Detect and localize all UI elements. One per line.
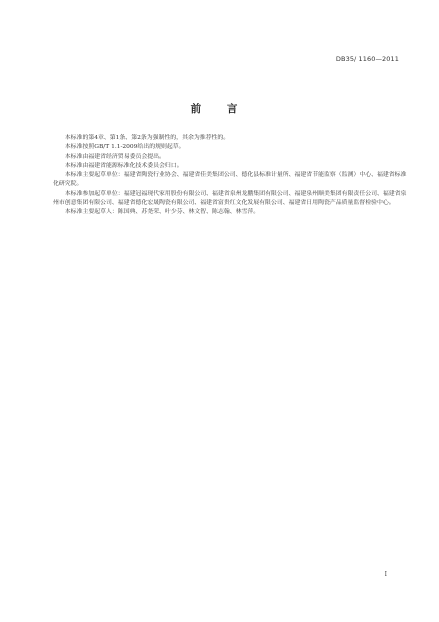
paragraph-main-drafting-units: 本标准主要起草单位：福建省陶瓷行业协会、福建省佳美集团公司、德化县标准计量所、福建省节能监察（监测）中心、福建省标准化研究院。 bbox=[53, 172, 407, 188]
paragraph-main-drafters: 本标准主要起草人：陈国典、苏尧荣、叶少芬、林文智、陈志翰、林雪萍。 bbox=[64, 209, 260, 216]
paragraph-drafting-rules: 本标准按照GB/T 1.1-2009给出的规则起草。 bbox=[64, 144, 185, 151]
paragraph-proposer: 本标准由福建省经济贸易委员会提出。 bbox=[64, 153, 165, 160]
foreword-body bbox=[53, 134, 407, 218]
paragraph-participating-units: 本标准参加起草单位：福建冠福现代家用股份有限公司、福建省泉州龙鹏集团有限公司、福建泉州顺美集团有限责任公司、福建省泉州市创意集团有限公司、福建省德化宏晟陶瓷有限公司、福建省富贵红文化发展有限公司、福建省日用陶瓷产品质量监督检验中心。 bbox=[53, 190, 407, 207]
page-title: 前 言 bbox=[190, 103, 249, 115]
standard-code: DB35/ 1160—2011 bbox=[335, 55, 399, 63]
paragraph-mandatory-clauses: 本标准的第4章、第1条、第2条为强制性的，其余为推荐性的。 bbox=[64, 135, 230, 141]
page-number: I bbox=[384, 571, 387, 578]
paragraph-responsible-committee: 本标准由福建省能源标准化技术委员会归口。 bbox=[64, 162, 183, 169]
